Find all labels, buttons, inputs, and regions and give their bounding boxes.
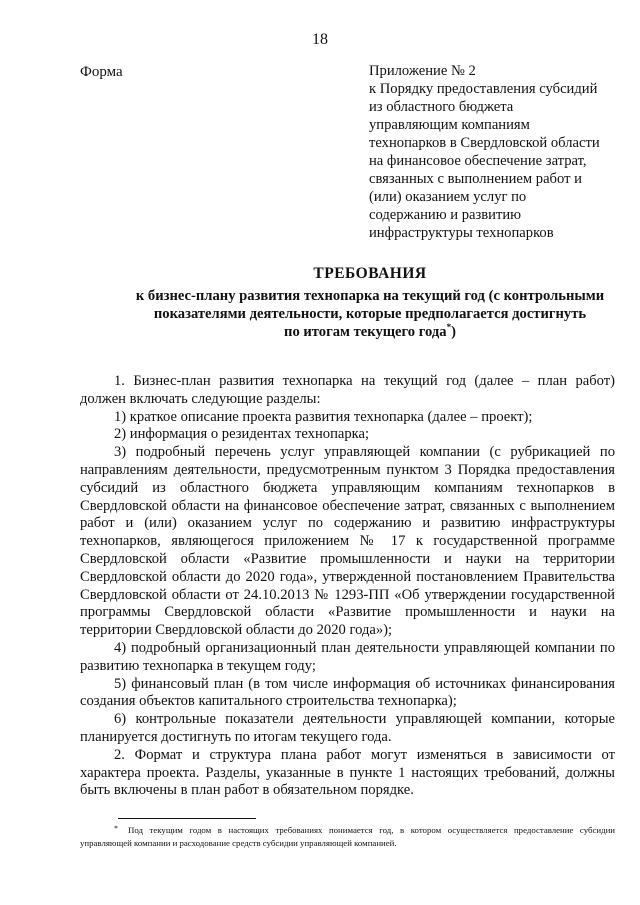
list-item-1: 1) краткое описание проекта развития технопарка (далее – проект); <box>114 408 533 425</box>
paragraph-2: 2. Формат и структура плана работ могут изменяться в зависимости от характера проекта. Разделы, указанные в пункте 1 настоящих требований, должны быть включены в план работ в обязательном порядке. <box>80 746 615 799</box>
footnote-text: Под текущим годом в настоящих требованиях понимается год, в котором осуществляется предоставление субсидии управляющей компании и расходование средств субсидии управляющей компанией. <box>80 825 615 848</box>
footnote-mark: * <box>114 824 118 833</box>
document-title <box>100 265 640 341</box>
appendix-line: из областного бюджета <box>369 99 514 115</box>
title-line-1: к бизнес-плану развития технопарка на текущий год (с контрольными <box>135 288 605 304</box>
footnote-divider <box>118 818 256 819</box>
title-heading: ТРЕБОВАНИЯ <box>313 265 427 282</box>
list-item-5: 5) финансовый план (в том числе информация об источниках финансирования создания объектов капитального строительства технопарка); <box>80 675 615 710</box>
title-line-3-text: по итогам текущего года <box>284 324 447 340</box>
appendix-line: (или) оказанием услуг по <box>369 189 527 205</box>
appendix-line: на финансовое обеспечение затрат, <box>369 153 587 169</box>
appendix-line: инфраструктуры технопарков <box>369 225 554 241</box>
appendix-line: к Порядку предоставления субсидий <box>369 81 598 97</box>
title-line-3 <box>100 323 640 341</box>
form-label: Форма <box>80 64 123 80</box>
title-line-3-close: ) <box>451 324 456 340</box>
list-item-2: 2) информация о резидентах технопарка; <box>114 426 370 443</box>
appendix-line: управляющим компаниям <box>369 117 530 133</box>
page-number: 18 <box>312 31 328 48</box>
appendix-line: связанных с выполнением работ и <box>369 171 582 187</box>
list-item-4: 4) подробный организационный план деятельности управляющей компании по развитию технопарка в текущем году; <box>80 639 615 674</box>
appendix-header <box>369 62 614 242</box>
appendix-line: содержанию и развитию <box>369 207 522 223</box>
appendix-line: технопарков в Свердловской области <box>369 135 600 151</box>
footnote <box>80 824 615 850</box>
title-line-2: показателями деятельности, которые предполагается достигнуть <box>153 306 587 322</box>
paragraph-1: 1. Бизнес-план развития технопарка на текущий год (далее – план работ) должен включать следующие разделы: <box>80 373 615 407</box>
list-item-6: 6) контрольные показатели деятельности управляющей компании, которые планируется достигнуть по итогам текущего года. <box>80 711 615 745</box>
document-body <box>80 373 615 800</box>
list-item-3: 3) подробный перечень услуг управляющей компании (с рубрикацией по направлениям деятельности, предусмотренным пунктом 3 Порядка предоставления субсидий из областного бюджета управляющим компаниям технопарков в Свердловской области на финансовое обеспечение затрат, связанных с выполнением работ и (или) оказанием услуг по содержанию и развитию инфраструктуры технопарков, являющегося приложением № 17 к государственной программе Свердловской области «Развитие промышленности и науки на территории Свердловской области до 2020 года», утвержденной постановлением Правительства Свердловской области от 24.10.2013 № 1293-ПП «Об утверждении государственной программы Свердловской области «Развитие промышленности и науки на территории Свердловской области до 2020 года»); <box>80 444 615 639</box>
footnote-reference: * <box>446 322 452 332</box>
appendix-line: Приложение № 2 <box>369 63 476 79</box>
